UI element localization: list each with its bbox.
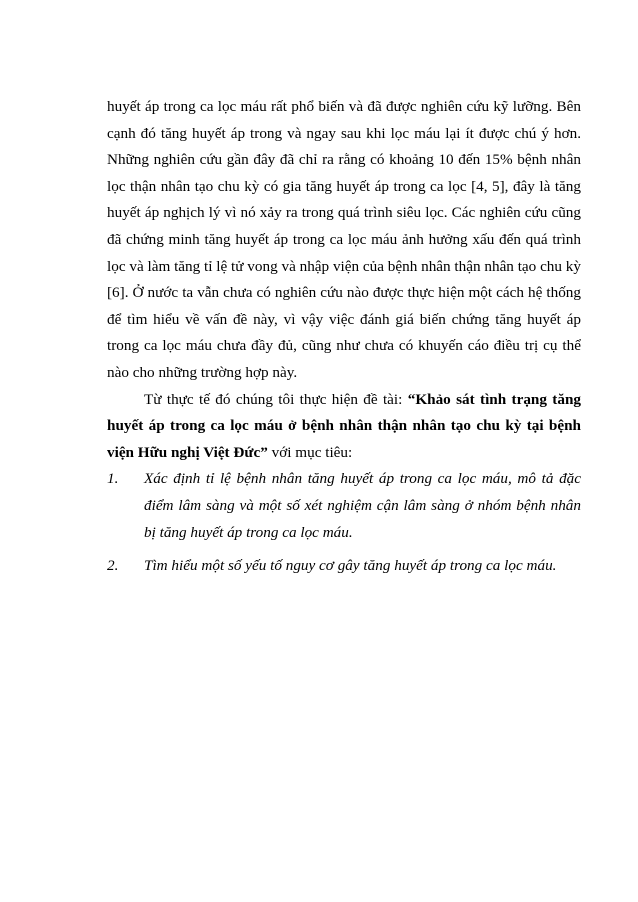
objectives-list bbox=[107, 466, 581, 579]
objective-number: 2. bbox=[107, 557, 119, 575]
paragraph-study-intro bbox=[107, 387, 581, 467]
objective-number: 1. bbox=[107, 470, 119, 488]
list-item bbox=[107, 553, 581, 580]
study-title: “Khảo sát tình trạng tăng huyết áp trong ca lọc máu ở bệnh nhân thận nhân tạo chu kỳ tại bệnh viện Hữu nghị Việt Đức” bbox=[107, 390, 581, 461]
document-page bbox=[107, 94, 581, 580]
list-item bbox=[107, 466, 581, 546]
intro-text: Từ thực tế đó chúng tôi thực hiện đề tài: bbox=[144, 390, 408, 408]
outro-text: với mục tiêu: bbox=[267, 443, 353, 461]
paragraph-background: huyết áp trong ca lọc máu rất phổ biến và đã được nghiên cứu kỹ lưỡng. Bên cạnh đó tăng huyết áp trong và ngay sau khi lọc máu lại ít được chú ý hơn. Những nghiên cứu gần đây đã chỉ ra rằng có khoảng 10 đến 15% bệnh nhân lọc thận nhân tạo chu kỳ có gia tăng huyết áp trong ca lọc [4, 5], đây là tăng huyết áp nghịch lý vì nó xảy ra trong quá trình siêu lọc. Các nghiên cứu cũng đã chứng minh tăng huyết áp trong ca lọc máu ảnh hưởng xấu đến quá trình lọc và làm tăng tỉ lệ tử vong và nhập viện của bệnh nhân thận nhân tạo chu kỳ [6]. Ở nước ta vẫn chưa có nghiên cứu nào được thực hiện một cách hệ thống để tìm hiểu về vấn đề này, vì vậy việc đánh giá biến chứng tăng huyết áp trong ca lọc máu chưa đầy đủ, cũng như chưa có khuyến cáo điều trị cụ thể nào cho những trường hợp này. bbox=[107, 98, 581, 381]
objective-text: Tìm hiểu một số yếu tố nguy cơ gây tăng huyết áp trong ca lọc máu. bbox=[144, 557, 557, 575]
objective-text: Xác định tỉ lệ bệnh nhân tăng huyết áp trong ca lọc máu, mô tả đặc điểm lâm sàng và một số xét nghiệm cận lâm sàng ở nhóm bệnh nhân bị tăng huyết áp trong ca lọc máu. bbox=[144, 470, 581, 541]
